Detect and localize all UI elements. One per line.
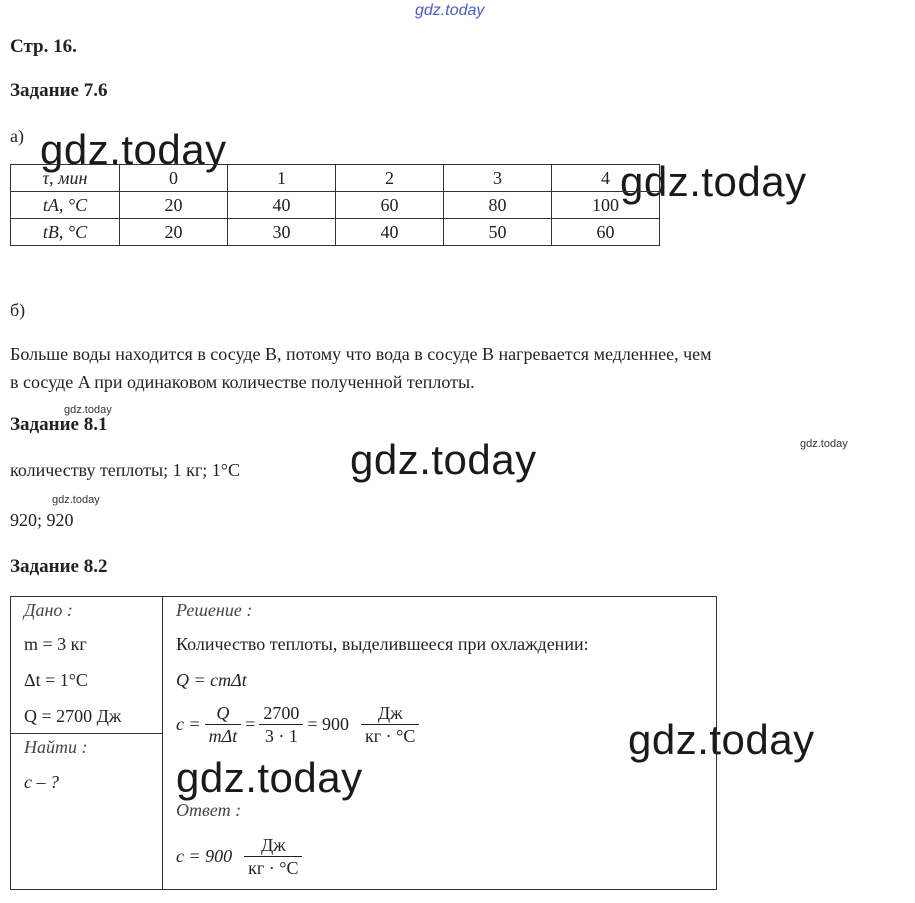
page-title: Стр. 16. [10,36,77,57]
heat-formula: Q = cmΔt [176,670,247,690]
table-cell: 100 [552,192,660,219]
answer-label: Ответ : [176,800,242,820]
solution-text: Количество теплоты, выделившееся при охлаждении: [176,634,589,654]
watermark-small: gdz.today [52,494,100,506]
unit-fraction [244,834,302,879]
table-cell: 2 [336,165,444,192]
table-cell: 40 [228,192,336,219]
time-header-cell: τ, мин [11,165,120,192]
fraction-numerator: Q [205,702,242,725]
answer-line-2: в сосуде A при одинаковом количестве полученной теплоты. [10,372,475,392]
calculation [176,702,423,747]
given-mass: m = 3 кг [24,634,87,654]
table-row [11,219,660,246]
unit-numerator: Дж [244,834,302,857]
equals-sign: = [245,714,256,734]
part-b-label: б) [10,300,26,320]
table-cell: 80 [444,192,552,219]
table-cell: 40 [336,219,444,246]
unit-denominator: кг · °С [248,858,299,878]
watermark-small: gdz.today [64,404,112,416]
given-label: Дано : [24,600,73,620]
watermark-small: gdz.today [800,438,848,450]
watermark-big: gdz.today [628,716,815,763]
table-cell: 0 [120,165,228,192]
final-answer [176,834,306,879]
task-8-1-line-2: 920; 920 [10,510,74,530]
temp-b-header-cell: tB, °С [11,219,120,246]
answer-line-1: Больше воды находится в сосуде B, потому что вода в сосуде B нагревается медленнее, чем [10,344,712,364]
unit-denominator: кг · °С [365,726,416,746]
watermark-top: gdz.today [415,2,485,19]
table-cell: 4 [552,165,660,192]
table-cell: 50 [444,219,552,246]
unit-fraction [361,702,419,747]
watermark-big: gdz.today [620,158,807,205]
table-cell: 20 [120,219,228,246]
watermark-big: gdz.today [40,126,227,173]
fraction [205,702,242,747]
find-value: c – ? [24,772,59,792]
find-label: Найти : [24,737,88,757]
column-divider [162,596,163,889]
solution-label: Решение : [176,600,253,620]
task-8-1-line-1: количеству теплоты; 1 кг; 1°С [10,460,240,480]
task-8-1-heading: Задание 8.1 [10,414,108,435]
given-heat: Q = 2700 Дж [24,706,122,726]
fraction-numerator: 2700 [259,702,303,725]
table-cell: 60 [552,219,660,246]
table-cell: 60 [336,192,444,219]
table-row [11,192,660,219]
calc-result: = 900 [307,714,350,734]
table-cell: 3 [444,165,552,192]
table-cell: 30 [228,219,336,246]
table-cell: 20 [120,192,228,219]
answer-prefix: c = 900 [176,846,233,866]
fraction-denominator: mΔt [208,726,238,746]
temperature-table [10,164,660,246]
temp-a-header-cell: tA, °С [11,192,120,219]
given-temp-change: Δt = 1°С [24,670,88,690]
table-cell: 1 [228,165,336,192]
fraction [259,702,303,747]
given-find-divider [10,733,163,734]
task-7-6-heading: Задание 7.6 [10,80,108,101]
unit-numerator: Дж [361,702,419,725]
watermark-big: gdz.today [176,754,363,801]
part-a-label: а) [10,126,24,146]
fraction-denominator: 3 · 1 [264,726,298,746]
table-row [11,165,660,192]
task-8-2-heading: Задание 8.2 [10,556,108,577]
watermark-big: gdz.today [350,436,537,483]
calc-c-eq: c = [176,714,201,734]
